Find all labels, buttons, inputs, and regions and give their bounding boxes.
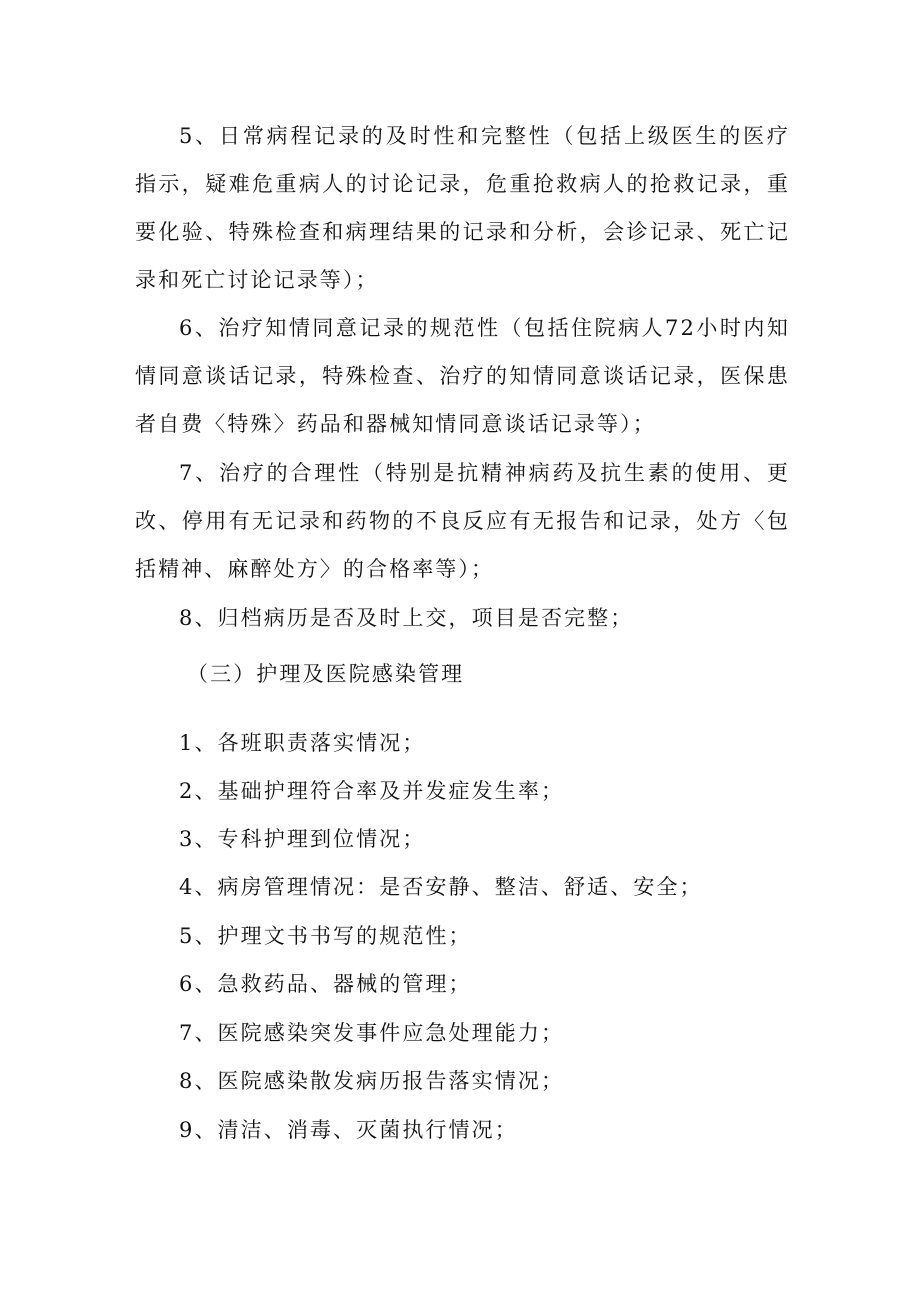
paragraph-item-6: 6、治疗知情同意记录的规范性（包括住院病人72小时内知情同意谈话记录，特殊检查、治疗的知情同意谈话记录，医保患者自费〈特殊〉药品和器械知情同意谈话记录等）； <box>135 316 790 436</box>
list-item-6: 6、急救药品、器械的管理； <box>179 972 472 996</box>
list-item-3: 3、专科护理到位情况； <box>179 827 426 851</box>
paragraph-item-7: 7、治疗的合理性（特别是抗精神病药及抗生素的使用、更改、停用有无记录和药物的不良反应有无报告和记录，处方〈包括精神、麻醉处方〉的合格率等）； <box>135 461 790 581</box>
paragraph-item-5: 5、日常病程记录的及时性和完整性（包括上级医生的医疗指示，疑难危重病人的讨论记录，危重抢救病人的抢救记录，重要化验、特殊检查和病理结果的记录和分析，会诊记录、死亡记录和死亡讨论记录等）； <box>135 124 790 292</box>
list-item-5: 5、护理文书书写的规范性； <box>179 924 472 948</box>
list-item-7: 7、医院感染突发事件应急处理能力； <box>179 1021 565 1045</box>
paragraph-item-8: 8、归档病历是否及时上交，项目是否完整； <box>179 606 634 630</box>
list-item-9: 9、清洁、消毒、灭菌执行情况； <box>179 1118 518 1142</box>
list-item-1: 1、各班职责落实情况； <box>179 731 426 755</box>
section-heading: （三）护理及医院感染管理 <box>187 662 465 686</box>
list-item-8: 8、医院感染散发病历报告落实情况； <box>179 1069 565 1093</box>
list-item-4: 4、病房管理情况：是否安静、整洁、舒适、安全； <box>179 875 703 899</box>
list-item-2: 2、基础护理符合率及并发症发生率； <box>179 779 565 803</box>
